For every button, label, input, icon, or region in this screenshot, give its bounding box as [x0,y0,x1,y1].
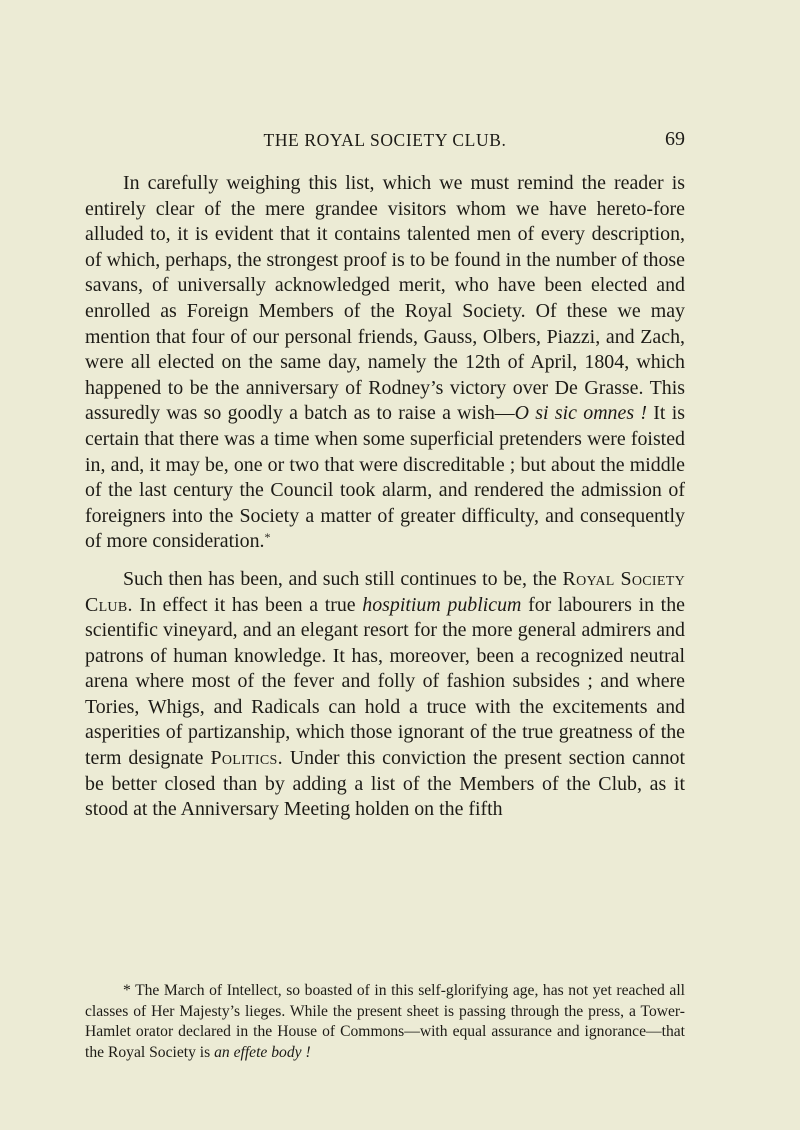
text-span: for labourers in the scientific vineyard, and an elegant resort for the more general admirers and patrons of human knowledge. It has, moreover, been a recognized neutral arena where most of the fever and folly of fashion subsides ; and where Tories, Whigs, and Radicals can hold a truce with the excitements and asperities of partizanship, which those ignorant of the true greatness of the term designate [85,593,685,770]
text-span: In carefully weighing this list, which we must remind the reader is entirely clear of the mere grandee visitors whom we have hereto-fore alluded to, it is evident that it contains talented men of every description, of which, perhaps, the strongest proof is to be found in the number of those savans, of universally acknowledged merit, who have been elected and enrolled as Foreign Members of the Royal Society. Of these we may mention that four of our personal friends, Gauss, Olbers, Piazzi, and Zach, were all elected on the same day, namely the 12th of April, 1804, which happened to be the anniversary of Rodney’s victory over De Grasse. This assuredly was so goodly a batch as to raise a wish— [85,172,685,425]
latin-phrase: hospitium publicum [362,593,522,616]
small-caps-text: Politics. [210,747,283,770]
text-span: In effect it has been a true [132,593,363,616]
paragraph [85,171,685,555]
body-text [85,171,685,823]
page-number: 69 [665,128,685,150]
italic-phrase: an effete body ! [214,1043,311,1061]
paragraph [85,567,685,823]
text-span: * The March of Intellect, so boasted of in this self-glorifying age, has not yet reached all classes of Her Majesty’s lieges. While the present sheet is passing through the press, a Tower-Hamlet orator declared in the House of Commons—with equal assurance and ignorance—that the Royal Society is [85,982,685,1061]
latin-phrase: O si sic omnes ! [514,402,647,425]
footnote [85,981,685,1063]
running-title: THE ROYAL SOCIETY CLUB. [263,130,507,150]
footnote-marker: * [264,530,271,545]
text-span: Such then has been, and such still continues to be, the [123,567,563,590]
small-caps-text: Royal Society Club. [85,567,685,616]
text-span: Under this conviction the present section cannot be better closed than by adding a list of the Members of the Club, as it stood at the Anniversary Meeting holden on the fifth [85,747,685,821]
text-span: It is certain that there was a time when some superficial pretenders were foisted in, and, it may be, one or two that were discreditable ; but about the middle of the last century the Council took alarm, and rendered the admission of foreigners into the Society a matter of greater difficulty, and consequently of more consideration. [85,402,685,553]
running-head [85,130,685,154]
footnote-text [85,981,685,1063]
